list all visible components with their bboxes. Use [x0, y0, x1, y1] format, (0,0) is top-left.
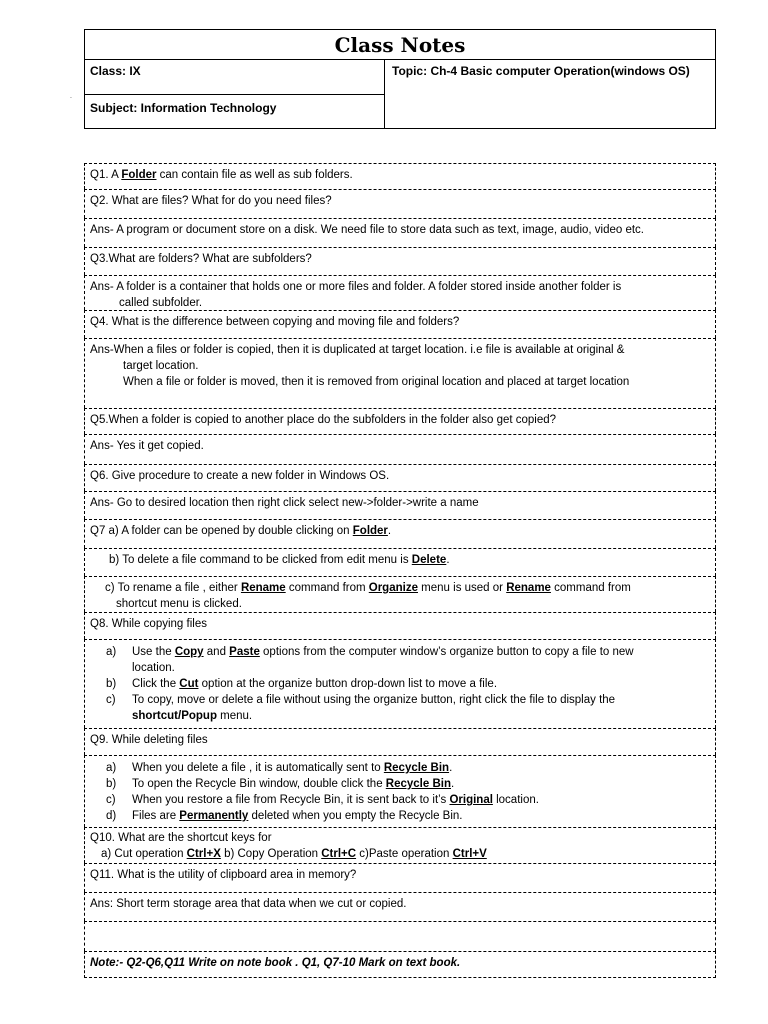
question-row-q11: Q11. What is the utility of clipboard area in memory? [84, 863, 716, 892]
keyword: Folder [121, 169, 157, 181]
question-row-q5: Q5.When a folder is copied to another place do the subfolders in the folder also get copied? [84, 408, 716, 434]
keyword: Cut [179, 678, 199, 690]
class-label: Class: IX [85, 60, 384, 95]
keyword: Ctrl+V [452, 848, 487, 860]
answer-row-a8 [84, 639, 716, 728]
answer-row-a2: Ans- A program or document store on a disk. We need file to store data such as text, image, audio, video etc. [84, 218, 716, 247]
list-item: c) To copy, move or delete a file without using the organize button, right click the file to display the shortcut/Popup menu. [106, 694, 616, 722]
keyword: shortcut/Popup [132, 710, 217, 722]
keyword: Original [449, 794, 493, 806]
question-row-q9: Q9. While deleting files [84, 728, 716, 755]
keyword: Recycle Bin [383, 762, 450, 774]
keyword: Delete [411, 554, 447, 566]
keyword: Ctrl+C [321, 848, 357, 860]
answer-list [90, 644, 709, 724]
stray-mark: . [70, 93, 72, 100]
list-item: d) Files are Permanently deleted when you empty the Recycle Bin. [106, 810, 463, 822]
answer-row-a9 [84, 755, 716, 827]
answer-row-a6: Ans- Go to desired location then right click select new->folder->write a name [84, 491, 716, 519]
question-row-q4: Q4. What is the difference between copying and moving file and folders? [84, 310, 716, 338]
keyword: Permanently [179, 810, 249, 822]
answer-row-a11: Ans: Short term storage area that data when we cut or copied. [84, 892, 716, 921]
keyword: Recycle Bin [385, 778, 451, 790]
question-row-q1: Q1. A Folder can contain file as well as sub folders. [84, 163, 716, 189]
header-table [84, 29, 716, 129]
question-row-q7c: c) To rename a file , either Rename command from Organize menu is used or Rename command from shortcut menu is clicked. [84, 576, 716, 612]
list-item: c) When you restore a file from Recycle Bin, it is sent back to it’s Original location. [106, 794, 539, 806]
keyword: Copy [174, 646, 204, 658]
answer-row-a5: Ans- Yes it get copied. [84, 434, 716, 464]
keyword: Rename [240, 582, 286, 594]
question-row-q6: Q6. Give procedure to create a new folder in Windows OS. [84, 464, 716, 491]
question-row-q2: Q2. What are files? What for do you need files? [84, 189, 716, 218]
answer-row-a3: Ans- A folder is a container that holds one or more files and folder. A folder stored inside another folder is called subfolder. [84, 275, 716, 310]
blank-row [84, 921, 716, 951]
topic-label: Topic: Ch-4 Basic computer Operation(windows OS) [392, 64, 690, 78]
page-title: Class Notes [85, 30, 715, 60]
question-row-q8: Q8. While copying files [84, 612, 716, 639]
qa-table [84, 163, 716, 978]
answer-list [90, 760, 709, 824]
note-row: Note:- Q2-Q6,Q11 Write on note book . Q1, Q7-10 Mark on text book. [84, 951, 716, 978]
list-item: b) To open the Recycle Bin window, double click the Recycle Bin. [106, 778, 455, 790]
keyword: Rename [506, 582, 551, 594]
header-left-cell [85, 60, 385, 129]
question-row-q10: Q10. What are the shortcut keys for a) Cut operation Ctrl+X b) Copy Operation Ctrl+C c)Paste operation Ctrl+V [84, 827, 716, 863]
keyword: Ctrl+X [186, 848, 221, 860]
list-item: a) When you delete a file , it is automatically sent to Recycle Bin. [106, 762, 453, 774]
question-row-q3: Q3.What are folders? What are subfolders? [84, 247, 716, 275]
list-item: a) Use the Copy and Paste options from the computer window’s organize button to copy a file to new location. [106, 646, 634, 674]
keyword: Folder [352, 525, 388, 537]
keyword: Paste [229, 646, 260, 658]
question-row-q7b: b) To delete a file command to be clicked from edit menu is Delete. [84, 548, 716, 576]
answer-row-a4: Ans-When a files or folder is copied, then it is duplicated at target location. i.e file is available at original & target location. When a file or folder is moved, then it is removed from original location and placed at target location [84, 338, 716, 408]
question-row-q7a: Q7 a) A folder can be opened by double clicking on Folder. [84, 519, 716, 548]
subject-label: Subject: Information Technology [90, 101, 277, 115]
keyword: Organize [368, 582, 418, 594]
list-item: b) Click the Cut option at the organize button drop-down list to move a file. [106, 678, 498, 690]
